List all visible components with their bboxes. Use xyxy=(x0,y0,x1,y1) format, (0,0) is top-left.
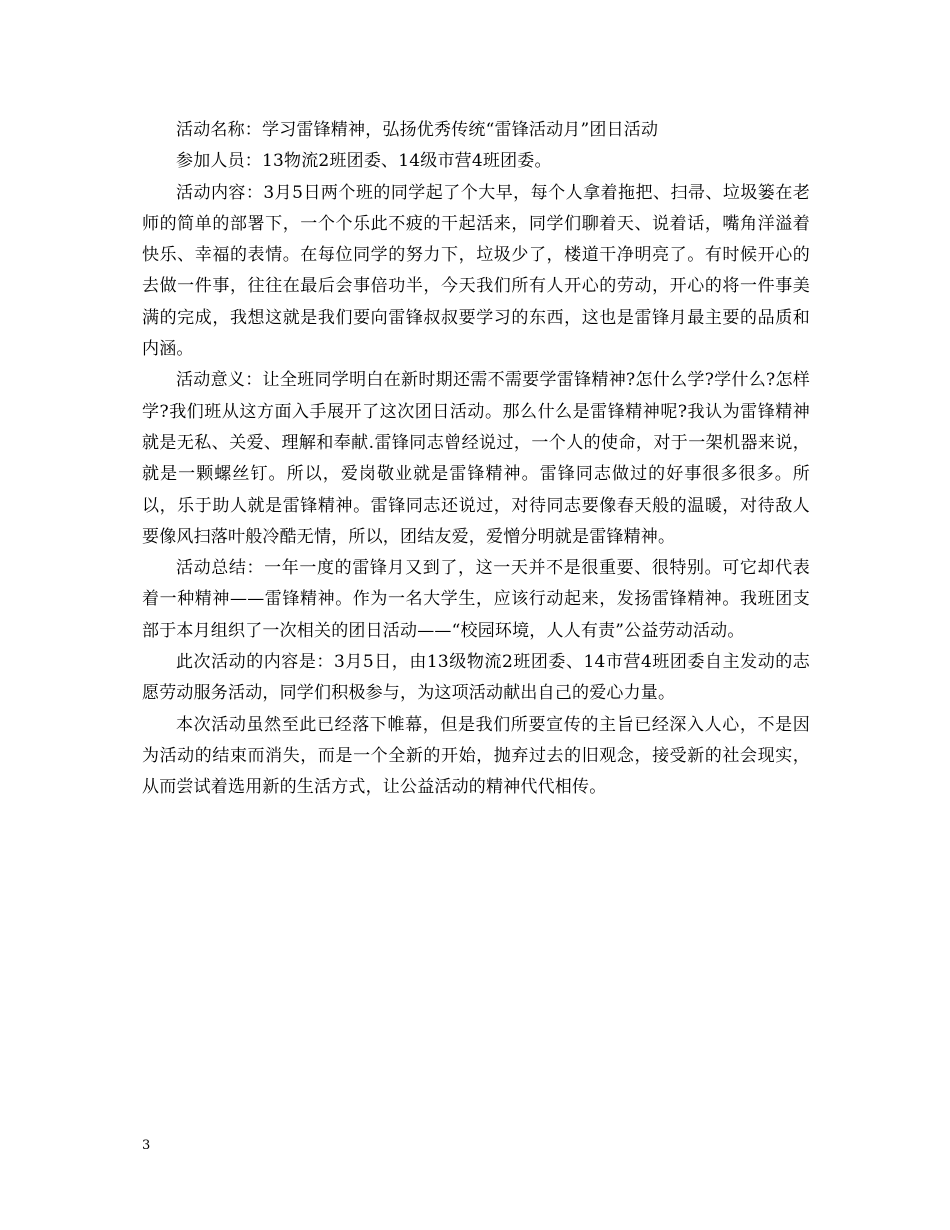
paragraph-this-activity: 此次活动的内容是：3月5日，由13级物流2班团委、14市营4班团委自主发动的志愿劳动服务活动，同学们积极参与，为这项活动献出自己的爱心力量。 xyxy=(142,652,810,704)
paragraph-conclusion: 本次活动虽然至此已经落下帷幕，但是我们所要宣传的主旨已经深入人心，不是因为活动的结束而消失，而是一个全新的开始，抛弃过去的旧观念，接受新的社会现实，从而尝试着选用新的生活方式，让公益活动的精神代代相传。 xyxy=(142,714,810,798)
paragraph-activity-content: 活动内容：3月5日两个班的同学起了个大早，每个人拿着拖把、扫帚、垃圾篓在老师的简单的部署下，一个个乐此不疲的干起活来，同学们聊着天、说着话，嘴角洋溢着快乐、幸福的表情。在每位同学的努力下，垃圾少了，楼道干净明亮了。有时候开心的去做一件事，往往在最后会事倍功半，今天我们所有人开心的劳动，开心的将一件事美满的完成，我想这就是我们要向雷锋叔叔要学习的东西，这也是雷锋月最主要的品质和内涵。 xyxy=(142,182,810,360)
document-body xyxy=(142,115,810,804)
paragraph-activity-summary: 活动总结：一年一度的雷锋月又到了，这一天并不是很重要、很特别。可它却代表着一种精神——雷锋精神。作为一名大学生，应该行动起来，发扬雷锋精神。我班团支部于本月组织了一次相关的团日活动——“校园环境，人人有责”公益劳动活动。 xyxy=(142,558,810,641)
paragraph-activity-name: 活动名称：学习雷锋精神，弘扬优秀传统“雷锋活动月”团日活动 xyxy=(176,120,659,140)
page-number: 3 xyxy=(142,1138,151,1153)
paragraph-participants: 参加人员：13物流2班团委、14级市营4班团委。 xyxy=(176,151,552,172)
paragraph-activity-significance: 活动意义：让全班同学明白在新时期还需不需要学雷锋精神?怎什么学?学什么?怎样学?我们班从这方面入手展开了这次团日活动。那么什么是雷锋精神呢?我认为雷锋精神就是无私、关爱、理解和奉献.雷锋同志曾经说过，一个人的使命，对于一架机器来说，就是一颗螺丝钉。所以，爱岗敬业就是雷锋精神。雷锋同志做过的好事很多很多。所以，乐于助人就是雷锋精神。雷锋同志还说过，对待同志要像春天般的温暖，对待敌人要像风扫落叶般冷酷无情，所以，团结友爱，爱憎分明就是雷锋精神。 xyxy=(142,370,810,547)
